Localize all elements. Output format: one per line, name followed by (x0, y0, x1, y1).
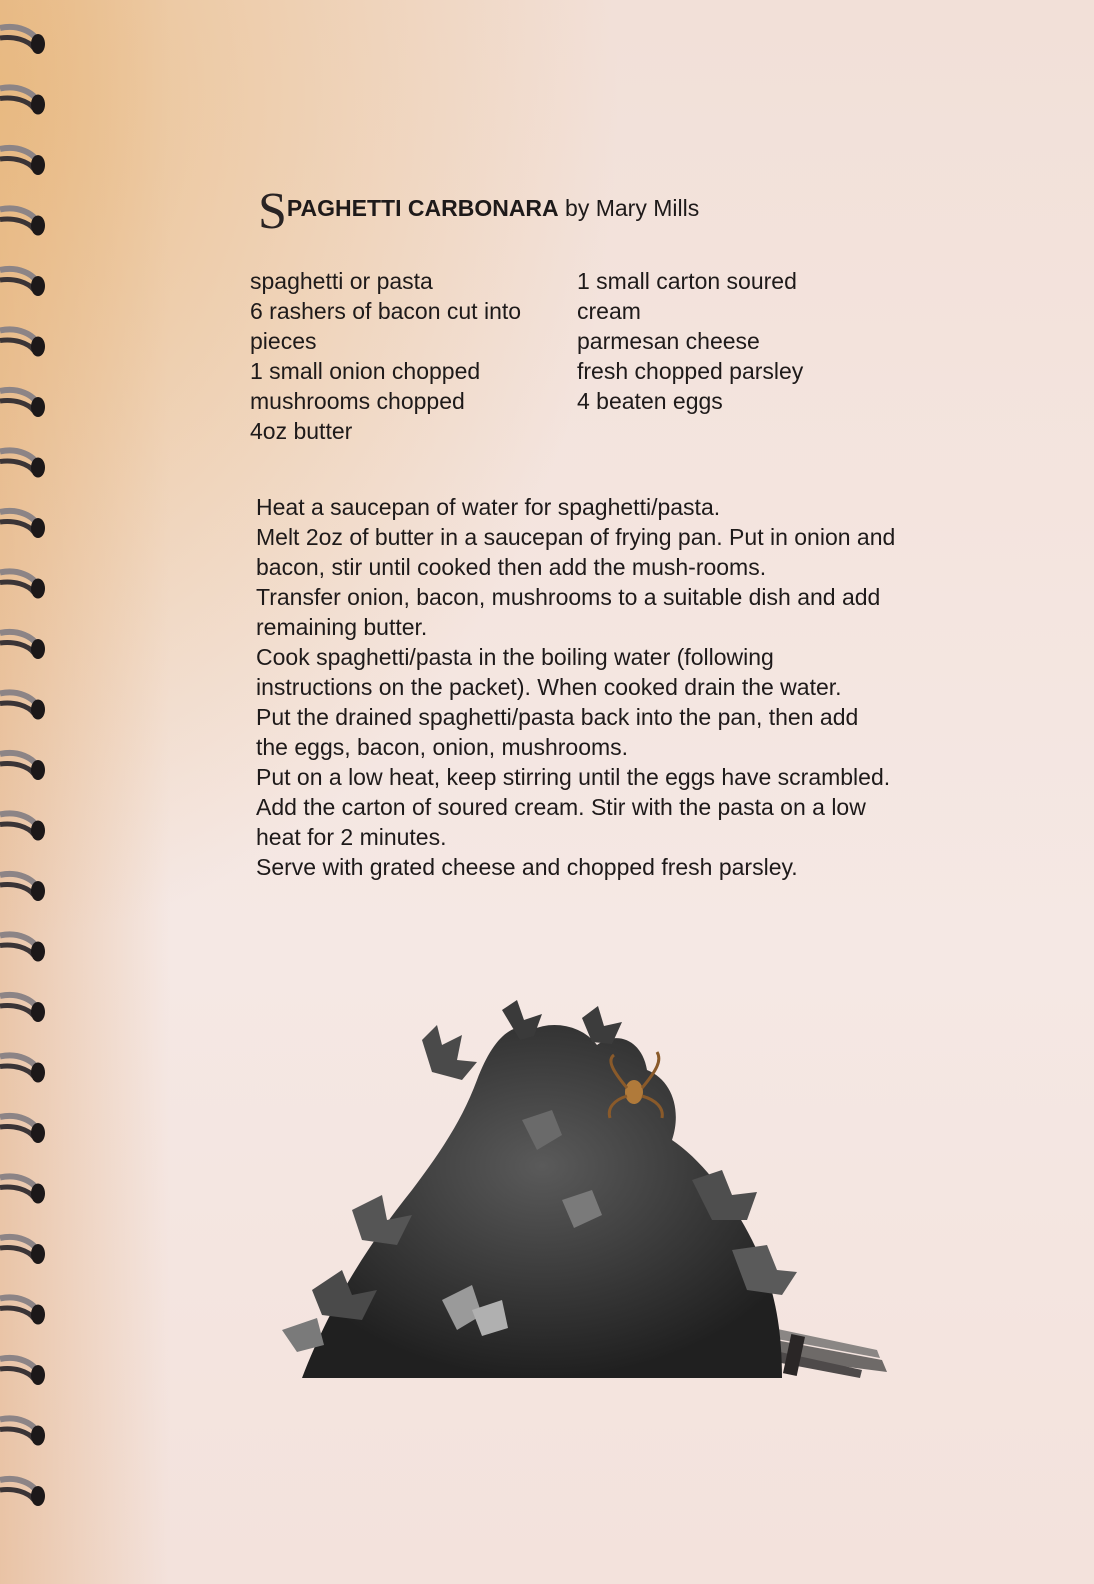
binding-coil (0, 753, 45, 780)
ingredient-line: 4 beaten eggs (577, 388, 723, 414)
recipe-author: by Mary Mills (565, 195, 700, 221)
ingredient-line: 6 rashers of bacon cut into (250, 298, 522, 324)
binding-coil (0, 1297, 45, 1324)
ingredient-line: cream (577, 298, 641, 324)
binding-coil (0, 1055, 45, 1082)
ingredients-right-column (577, 266, 877, 416)
binding-coil (0, 450, 45, 477)
ingredient-line: parmesan cheese (577, 328, 760, 354)
title-text: PAGHETTI CARBONARA (286, 195, 559, 221)
parsley-photo (262, 1000, 902, 1390)
binding-coil (0, 632, 45, 659)
binding-coil (0, 1358, 45, 1385)
ingredient-line: 1 small onion chopped (250, 358, 481, 384)
spiral-binding (0, 0, 70, 1584)
binding-coil (0, 995, 45, 1022)
method-text (256, 492, 896, 882)
method-step: Transfer onion, bacon, mushrooms to a suitable dish and add remaining butter. (256, 584, 881, 640)
method-step: Melt 2oz of butter in a saucepan of frying pan. Put in onion and bacon, stir until cooked then add the mush-rooms. (256, 524, 896, 580)
binding-coil (0, 934, 45, 961)
binding-coil (0, 208, 45, 235)
binding-coil (0, 329, 45, 356)
binding-coil (0, 1418, 45, 1445)
method-step: Heat a saucepan of water for spaghetti/pasta. (256, 494, 721, 520)
parsley-leaves (282, 1000, 797, 1378)
ingredient-line: 1 small carton soured (577, 268, 797, 294)
binding-coil (0, 390, 45, 417)
binding-coil (0, 1176, 45, 1203)
binding-coil (0, 874, 45, 901)
binding-coil (0, 269, 45, 296)
title-drop-cap: S (258, 183, 287, 240)
binding-coil (0, 692, 45, 719)
method-step: Put the drained spaghetti/pasta back into the pan, then add the eggs, bacon, onion, mushrooms. (256, 704, 859, 760)
binding-coil (0, 148, 45, 175)
method-step: Serve with grated cheese and chopped fresh parsley. (256, 854, 798, 880)
binding-coil (0, 27, 45, 54)
binding-coil (0, 87, 45, 114)
method-step: Put on a low heat, keep stirring until the eggs have scrambled. Add the carton of soured cream. Stir with the pasta on a low heat for 2 minutes. (256, 764, 891, 850)
ingredient-line: mushrooms chopped (250, 388, 465, 414)
binding-coil (0, 1116, 45, 1143)
binding-coil (0, 813, 45, 840)
ingredient-line: spaghetti or pasta (250, 268, 433, 294)
binding-coil (0, 511, 45, 538)
ingredient-line: pieces (250, 328, 317, 354)
binding-coil (0, 1237, 45, 1264)
binding-coil (0, 571, 45, 598)
ingredient-line: fresh chopped parsley (577, 358, 804, 384)
method-step: Cook spaghetti/pasta in the boiling water (following instructions on the packet). When cooked drain the water. (256, 644, 842, 700)
binding-coil (0, 1479, 45, 1506)
ingredients-left-column (250, 266, 570, 446)
recipe-title (258, 183, 700, 240)
ingredient-line: 4oz butter (250, 418, 353, 444)
